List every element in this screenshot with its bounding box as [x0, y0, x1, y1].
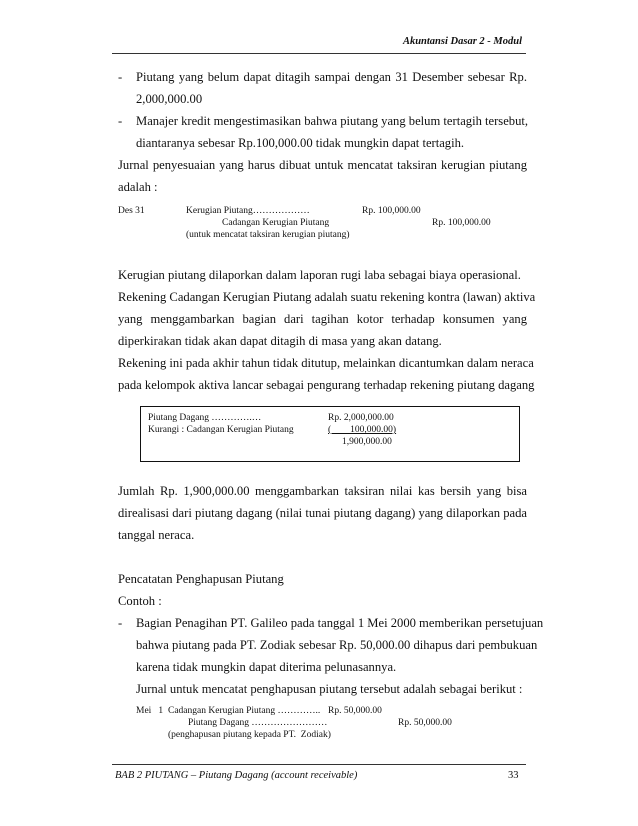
balance-sheet-box [140, 406, 520, 462]
footer-rule [112, 764, 526, 765]
bullet-dash: - [118, 114, 123, 128]
paragraph-2-line-5: Rekening ini pada akhir tahun tidak ditutup, melainkan dicantumkan dalam neraca [118, 356, 534, 370]
paragraph-2-line-1: Kerugian piutang dilaporkan dalam laporan rugi laba sebagai biaya operasional. [118, 268, 521, 282]
journal-2-debit-account: Cadangan Kerugian Piutang ………….. [168, 706, 321, 716]
bullet-1-line-2: 2,000,000.00 [136, 92, 203, 106]
section-line-4: Jurnal untuk mencatat penghapusan piutang tersebut adalah sebagai berikut : [136, 682, 523, 696]
jurnal-intro-line-1: Jurnal penyesuaian yang harus dibuat untuk mencatat taksiran kerugian piutang [118, 158, 527, 172]
journal-2-credit-amount: Rp. 50,000.00 [398, 718, 452, 728]
section-title: Pencatatan Penghapusan Piutang [118, 572, 284, 586]
bullet-dash: - [118, 616, 123, 630]
bullet-dash: - [118, 70, 123, 84]
paragraph-2-line-3: yang menggambarkan bagian dari tagihan kotor terhadap konsumen yang [118, 312, 527, 326]
journal-2-date: Mei 1 [136, 706, 164, 716]
header-rule [112, 53, 526, 54]
journal-1-date: Des 31 [118, 206, 145, 216]
page-number: 33 [508, 770, 519, 781]
contoh-label: Contoh : [118, 594, 162, 608]
bullet-2-line-1: Manajer kredit mengestimasikan bahwa piutang yang belum tertagih tersebut, [136, 114, 529, 128]
section-line-2: bahwa piutang pada PT. Zodiak sebesar Rp. 50,000.00 dihapus dari pembukuan [136, 638, 538, 652]
section-line-3: karena tidak mungkin dapat diterima pelunasannya. [136, 660, 397, 674]
box-row-2-label: Kurangi : Cadangan Kerugian Piutang [148, 425, 294, 435]
paragraph-3-line-1: Jumlah Rp. 1,900,000.00 menggambarkan taksiran nilai kas bersih yang bisa [118, 484, 527, 498]
jurnal-intro-line-2: adalah : [118, 180, 158, 194]
bullet-1-line-1: Piutang yang belum dapat ditagih sampai dengan 31 Desember sebesar Rp. [136, 70, 527, 84]
bullet-2-line-2: diantaranya sebesar Rp.100,000.00 tidak mungkin dapat tertagih. [136, 136, 465, 150]
journal-1-credit-amount: Rp. 100,000.00 [432, 218, 491, 228]
journal-1-credit-account: Cadangan Kerugian Piutang [222, 218, 330, 228]
box-row-1-label: Piutang Dagang ………….… [148, 413, 262, 423]
journal-1-memo: (untuk mencatat taksiran kerugian piutang) [186, 230, 350, 240]
journal-2-memo: (penghapusan piutang kepada PT. Zodiak) [168, 730, 331, 740]
paragraph-3-line-2: direalisasi dari piutang dagang (nilai tunai piutang dagang) yang dilaporkan pada [118, 506, 527, 520]
header-title: Akuntansi Dasar 2 - Modul [402, 36, 522, 47]
journal-1-debit-amount: Rp. 100,000.00 [362, 206, 421, 216]
paragraph-2-line-2: Rekening Cadangan Kerugian Piutang adalah suatu rekening kontra (lawan) aktiva [118, 290, 536, 304]
box-row-2-amount: ( 100,000.00) [328, 425, 397, 435]
section-line-1: Bagian Penagihan PT. Galileo pada tanggal 1 Mei 2000 memberikan persetujuan [136, 616, 544, 630]
box-row-3-amount: 1,900,000.00 [342, 437, 392, 447]
journal-1-debit-account: Kerugian Piutang……………… [186, 206, 310, 216]
footer-chapter: BAB 2 PIUTANG – Piutang Dagang (account receivable) [115, 770, 358, 781]
journal-2-debit-amount: Rp. 50,000.00 [328, 706, 382, 716]
journal-2-credit-account: Piutang Dagang …………………… [188, 718, 328, 728]
paragraph-3-line-3: tanggal neraca. [118, 528, 195, 542]
box-row-1-amount: Rp. 2,000,000.00 [328, 413, 394, 423]
paragraph-2-line-6: pada kelompok aktiva lancar sebagai pengurang terhadap rekening piutang dagang [118, 378, 535, 392]
paragraph-2-line-4: diperkirakan tidak akan dapat ditagih di masa yang akan datang. [118, 334, 442, 348]
